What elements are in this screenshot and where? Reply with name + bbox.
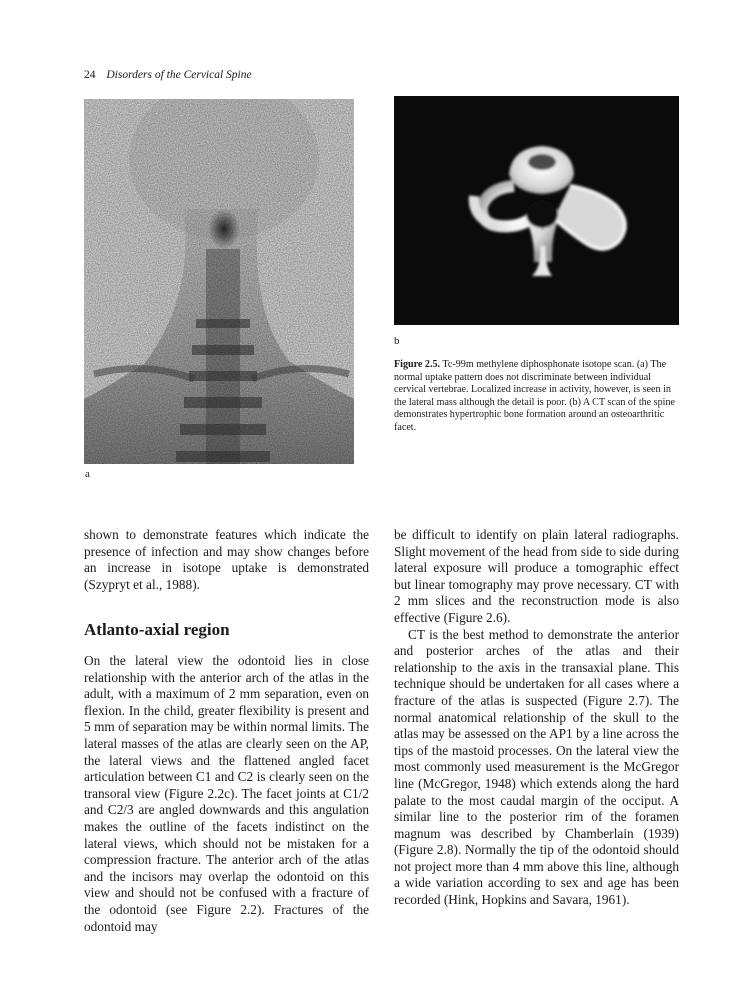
figure-panel-b-label: b: [394, 335, 400, 347]
figure-panel-b-ct-scan: [394, 96, 679, 325]
paragraph: CT is the best method to demonstrate the anterior and posterior arches of the atlas and their relationship to the axis in the transaxial plane. This technique should be undertaken for all cases where a fracture of the atlas is suspected (Figure 2.7). The normal anatomical relationship of the skull to the atlas may be assessed on the AP1 by a line across the tips of the mastoid processes. On the lateral view the most commonly used measurement is the McGregor line (McGregor, 1948) which extends along the hard palate to the most caudal margin of the occiput. A similar line to the posterior rim of the foramen magnum was described by Chamberlain (1939) (Figure 2.8). Normally the tip of the odontoid should not project more than 4 mm above this line, although a wide variation according to sex and age has been recorded (Hink, Hopkins and Savara, 1961).: [394, 626, 679, 908]
paragraph: be difficult to identify on plain lateral radiographs. Slight movement of the head from side to side during lateral exposure will produce a tomographic effect but linear tomography may prove necessary. CT with 2 mm slices and the reconstruction mode is also effective (Figure 2.6).: [394, 527, 679, 625]
figure-panel-a-label: a: [85, 468, 90, 480]
figure-caption: [394, 359, 680, 434]
left-column-top: [84, 527, 369, 593]
figure-caption-label: Figure 2.5.: [394, 359, 441, 370]
section-heading: Atlanto-axial region: [84, 620, 230, 639]
running-head: [84, 69, 252, 81]
figure-panel-a-isotope-scan: [84, 99, 354, 464]
paragraph: On the lateral view the odontoid lies in close relationship with the anterior arch of the atlas in the adult, with a maximum of 2 mm separation, even on flexion. In the child, greater flexibility is present and 5 mm of separation may be within normal limits. The lateral masses of the atlas are clearly seen on the AP, the lateral views and the flattened angled facet articulation between C1 and C2 is clearly seen on the transoral view (Figure 2.2c). The facet joints at C1/2 and C2/3 are angled downwards and this angulation makes the outline of the facets indistinct on the lateral views, which should not be mistaken for a compression fracture. The anterior arch of the atlas and the incisors may overlap the odontoid on this view and should not be confused with a fracture of the odontoid (see Figure 2.2). Fractures of the odontoid may: [84, 653, 369, 934]
right-column-body: [394, 527, 679, 909]
figure-caption-text: Tc-99m methylene diphosphonate isotope scan. (a) The normal uptake pattern does not discriminate between individual cervical vertebrae. Localized increase in activity, however, is seen in the lateral mass although the detail is poor. (b) A CT scan of the spine demonstrates hypertrophic bone formation around an osteoarthritic facet.: [394, 359, 675, 433]
running-title: Disorders of the Cervical Spine: [106, 69, 252, 81]
left-column-body: [84, 653, 369, 935]
page-number: 24: [84, 69, 96, 81]
paragraph: shown to demonstrate features which indicate the presence of infection and may show changes before an increase in isotope uptake is demonstrated (Szypryt et al., 1988).: [84, 527, 369, 592]
